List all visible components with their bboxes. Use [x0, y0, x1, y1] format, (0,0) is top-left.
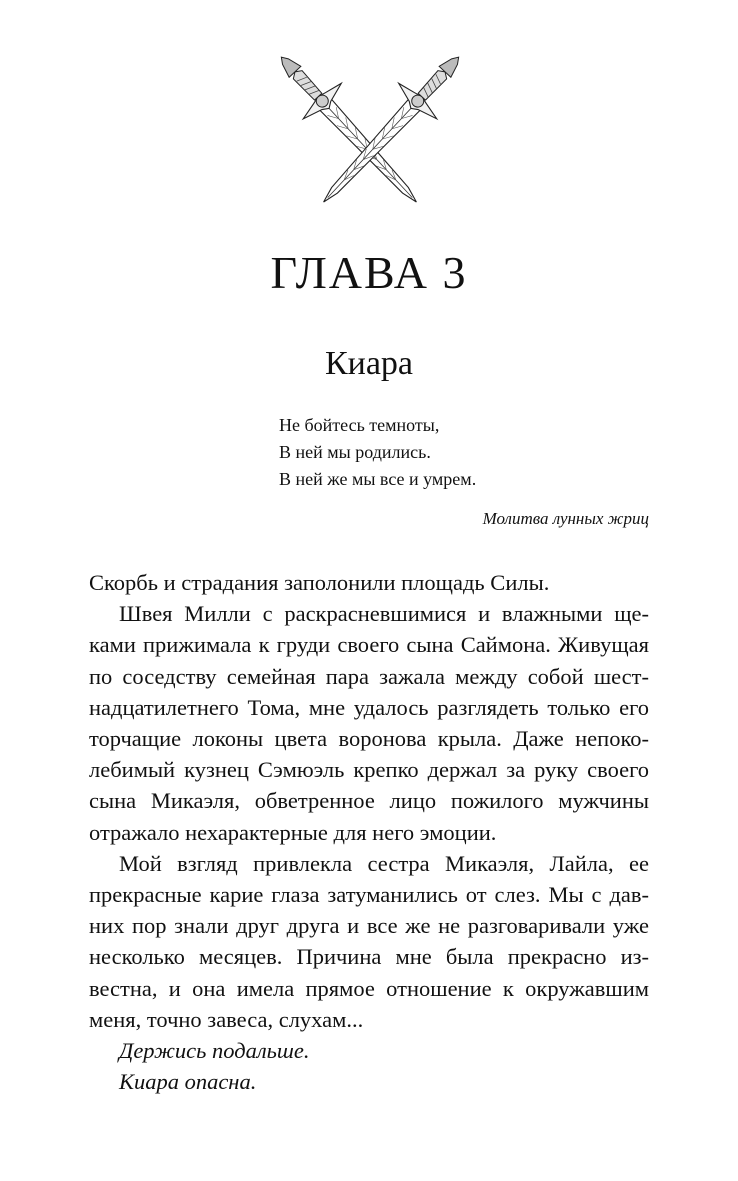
text-line: меня, точно завеса, слухам... [89, 1006, 364, 1032]
epigraph-source: Молитва лунных жриц [482, 509, 649, 528]
text-line: надцатилетнего Тома, мне удалось разглядеть только его [89, 694, 649, 720]
epigraph-line: В ней же мы все и умрем. [279, 469, 477, 489]
text-line: Мой взгляд привлекла сестра Микаэля, Лайла, ее [119, 850, 649, 876]
crossed-swords-icon [275, 44, 465, 234]
text-line: Киара опасна. [119, 1069, 257, 1095]
body-text [89, 567, 649, 1097]
text-line: Держись подальше. [119, 1038, 310, 1064]
text-line: сына Микаэля, обветренное лицо пожилого мужчины [89, 788, 649, 814]
text-line: несколько месяцев. Причина мне была прекрасно из- [89, 944, 649, 970]
text-line: Швея Милли с раскрасневшимися и влажными ще- [119, 601, 649, 627]
text-line: них пор знали друг друга и все же не разговаривали уже [89, 913, 649, 939]
text-line: Скорбь и страдания заполонили площадь Силы. [89, 570, 550, 595]
epigraph-line: В ней мы родились. [279, 442, 431, 462]
chapter-title: Киара [324, 345, 414, 382]
epigraph [279, 412, 476, 493]
text-line: отражало нехарактерные для него эмоции. [89, 819, 497, 845]
text-line: прекрасные карие глаза затуманились от слез. Мы с дав- [89, 882, 649, 908]
text-line: торчащие локоны цвета воронова крыла. Даже непоко- [89, 726, 649, 752]
text-line: ками прижимала к груди своего сына Саймона. Живущая [89, 632, 649, 658]
chapter-heading: ГЛАВА 3 [270, 247, 468, 298]
text-line: вестна, и она имела прямое отношение к окружавшим [89, 975, 649, 1001]
epigraph-line: Не бойтесь темноты, [279, 415, 440, 435]
text-line: по соседству семейная пара зажала между собой шест- [89, 663, 649, 689]
text-line: лебимый кузнец Сэмюэль крепко держал за руку своего [89, 757, 649, 783]
